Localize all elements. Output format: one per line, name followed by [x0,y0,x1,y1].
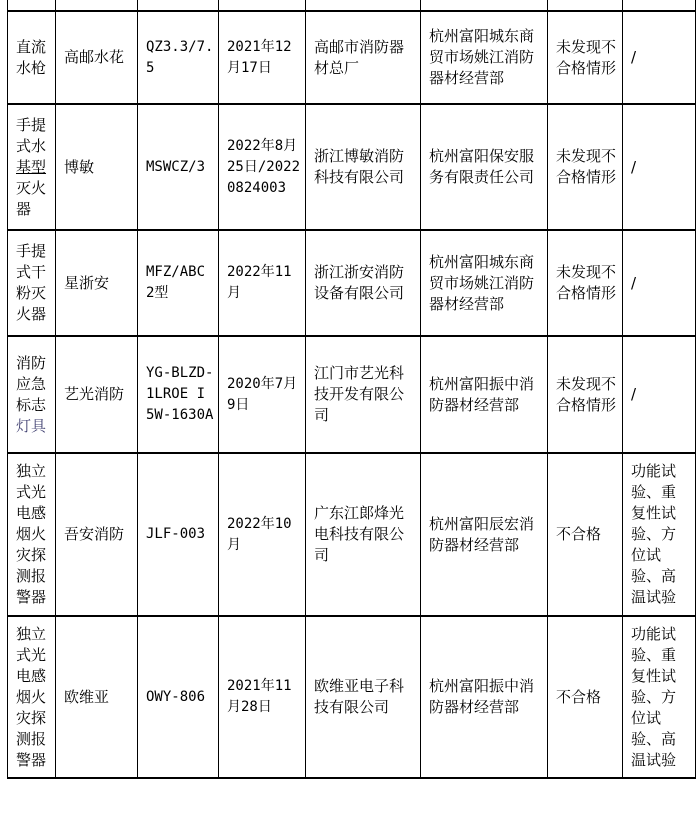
cell-date: 2022年10月 [219,453,306,616]
cell-remark: / [623,230,696,336]
cell-brand: 高邮水花 [56,11,138,104]
cell-brand: 吾安消防 [56,453,138,616]
partial-cell-result [548,0,623,11]
cell-seller: 杭州富阳保安服务有限责任公司 [421,104,548,230]
partial-cell-remark [623,0,696,11]
cell-seller: 杭州富阳振中消防器材经营部 [421,616,548,778]
cell-text-part: 直流水枪 [16,37,47,77]
cell-result: 未发现不合格情形 [548,104,623,230]
partial-cell-date [219,0,306,11]
cell-result: 不合格 [548,453,623,616]
partial-cell-brand [56,0,138,11]
cell-seller: 杭州富阳辰宏消防器材经营部 [421,453,548,616]
cell-remark: / [623,336,696,453]
cell-text-part: 独立式光电感烟火灾探测报警器 [16,462,47,606]
cell-date: 2022年8月25日/20220824003 [219,104,306,230]
cell-seller: 杭州富阳城东商贸市场姚江消防器材经营部 [421,230,548,336]
cell-manufacturer: 浙江浙安消防设备有限公司 [306,230,421,336]
cell-remark: / [623,11,696,104]
cell-product [8,11,56,104]
table-row [8,104,696,230]
cell-model: MSWCZ/3 [138,104,219,230]
cell-date: 2020年7月9日 [219,336,306,453]
cell-text-part: 手提式干粉灭火器 [16,242,47,323]
results-table-body [8,0,696,778]
cell-manufacturer: 广东江郞烽光电科技有限公司 [306,453,421,616]
cell-brand: 博敏 [56,104,138,230]
inspection-results-table [7,0,696,779]
cell-brand: 星浙安 [56,230,138,336]
cell-result: 不合格 [548,616,623,778]
table-row [8,11,696,104]
cell-manufacturer: 江门市艺光科技开发有限公司 [306,336,421,453]
cell-date: 2021年12月17日 [219,11,306,104]
cell-date: 2021年11月28日 [219,616,306,778]
partial-cell-product [8,0,56,11]
cell-text-part: 基型 [16,157,47,176]
cell-result: 未发现不合格情形 [548,336,623,453]
cell-model: JLF-003 [138,453,219,616]
partial-cell-manufacturer [306,0,421,11]
table-row [8,336,696,453]
cell-text-part: 消防应急标志 [16,353,47,414]
cell-text-part: 独立式光电感烟火灾探测报警器 [16,624,47,769]
cell-seller: 杭州富阳振中消防器材经营部 [421,336,548,453]
cell-result: 未发现不合格情形 [548,230,623,336]
cell-product [8,453,56,616]
cell-date: 2022年11月 [219,230,306,336]
cell-model: MFZ/ABC 2型 [138,230,219,336]
cell-text-part: 手提式水 [16,115,47,155]
table-row [8,616,696,778]
cell-remark: 功能试验、重复性试验、方位试验、高温试验 [623,453,696,616]
cell-product [8,616,56,778]
cell-brand: 艺光消防 [56,336,138,453]
cell-text-part: 灯具 [16,416,47,435]
cell-model: OWY-806 [138,616,219,778]
cell-model: QZ3.3/7.5 [138,11,219,104]
cell-brand: 欧维亚 [56,616,138,778]
cell-model: YG-BLZD-1LROE I 5W-1630A [138,336,219,453]
cell-seller: 杭州富阳城东商贸市场姚江消防器材经营部 [421,11,548,104]
cell-product [8,230,56,336]
table-row [8,230,696,336]
partial-row-top [8,0,696,11]
cell-product [8,104,56,230]
partial-cell-model [138,0,219,11]
cell-result: 未发现不合格情形 [548,11,623,104]
table-row [8,453,696,616]
cell-remark: / [623,104,696,230]
cell-manufacturer: 欧维亚电子科技有限公司 [306,616,421,778]
cell-text-part: 灭火器 [16,178,47,218]
cell-remark: 功能试验、重复性试验、方位试验、高温试验 [623,616,696,778]
partial-cell-seller [421,0,548,11]
cell-product [8,336,56,453]
cell-manufacturer: 浙江博敏消防科技有限公司 [306,104,421,230]
cell-manufacturer: 高邮市消防器材总厂 [306,11,421,104]
